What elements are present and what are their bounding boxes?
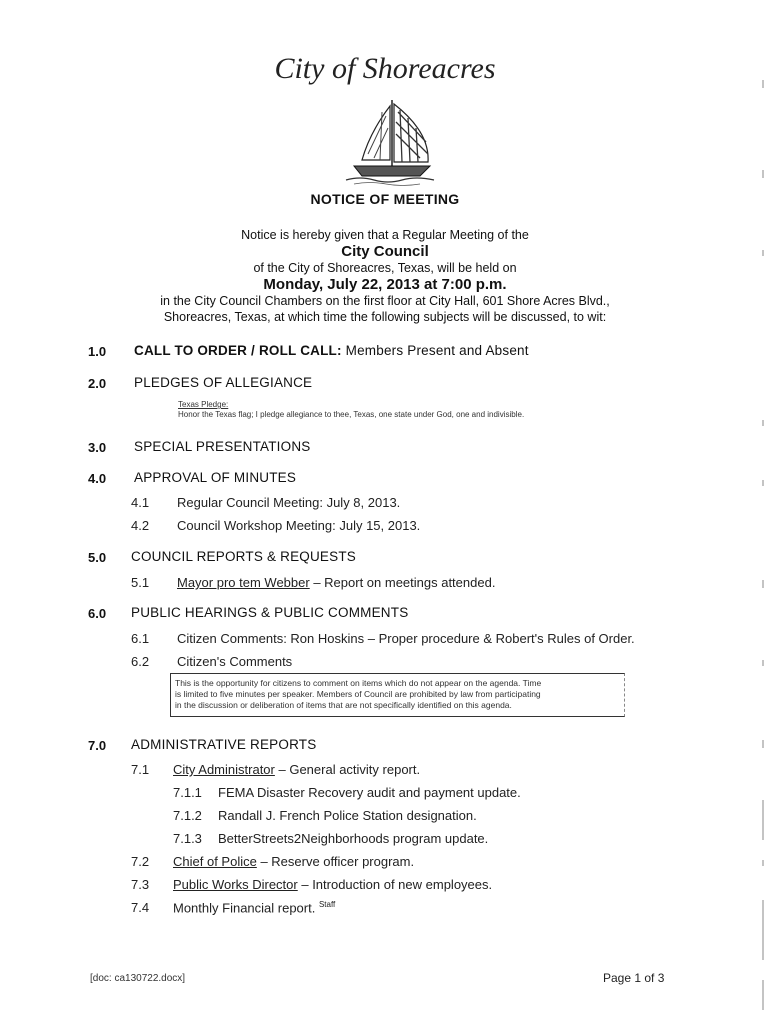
item-number: 7.1.3 <box>173 831 202 846</box>
item-role: City Administrator <box>173 762 275 777</box>
agenda-item <box>173 854 414 869</box>
page-number: Page 1 of 3 <box>603 971 665 985</box>
agenda-item <box>173 900 335 915</box>
section-title-council-reports: COUNCIL REPORTS & REQUESTS <box>131 549 356 564</box>
section-title-text: CALL TO ORDER / ROLL CALL: <box>134 343 342 358</box>
sailboat-logo-icon <box>340 92 440 187</box>
section-title-approval-of-minutes: APPROVAL OF MINUTES <box>134 470 297 485</box>
agenda-item: BetterStreets2Neighborhoods program update. <box>218 831 489 846</box>
agenda-item: Regular Council Meeting: July 8, 2013. <box>177 495 401 510</box>
section-number: 4.0 <box>88 471 107 486</box>
item-desc: Monthly Financial report. <box>173 900 316 916</box>
agenda-item: Randall J. French Police Station designation. <box>218 808 477 823</box>
note-line: This is the opportunity for citizens to comment on items which do not appear on the agenda. Time <box>175 678 542 688</box>
meeting-intro <box>0 227 770 325</box>
agenda-item: FEMA Disaster Recovery audit and payment update. <box>218 785 521 800</box>
intro-line-3: in the City Council Chambers on the first floor at City Hall, 601 Shore Acres Blvd., <box>160 294 610 308</box>
item-desc: – General activity report. <box>274 762 421 777</box>
item-number: 7.1.1 <box>173 785 202 800</box>
section-number: 3.0 <box>88 440 107 455</box>
staff-superscript: Staff <box>318 900 336 909</box>
section-number: 2.0 <box>88 376 107 391</box>
item-number: 6.2 <box>131 654 150 669</box>
intro-line-1: Notice is hereby given that a Regular Meeting of the <box>241 228 529 242</box>
item-number: 5.1 <box>131 575 150 590</box>
item-number: 6.1 <box>131 631 150 646</box>
item-number: 7.2 <box>131 854 150 869</box>
section-title-administrative-reports: ADMINISTRATIVE REPORTS <box>131 737 317 752</box>
note-line: is limited to five minutes per speaker. Members of Council are prohibited by law from participating <box>175 689 541 699</box>
city-title: City of Shoreacres <box>274 52 496 85</box>
item-role: Chief of Police <box>173 854 257 869</box>
item-number: 7.4 <box>131 900 150 915</box>
section-number: 7.0 <box>88 738 107 753</box>
section-number: 6.0 <box>88 606 107 621</box>
section-title-public-hearings: PUBLIC HEARINGS & PUBLIC COMMENTS <box>131 605 409 620</box>
intro-datetime: Monday, July 22, 2013 at 7:00 p.m. <box>263 276 507 293</box>
pledge-label-text: Texas Pledge: <box>178 400 229 409</box>
intro-line-4: Shoreacres, Texas, at which time the following subjects will be discussed, to wit: <box>163 310 607 324</box>
section-number: 1.0 <box>88 344 107 359</box>
item-number: 4.1 <box>131 495 150 510</box>
pledge-label <box>178 400 228 409</box>
agenda-item: Citizen's Comments <box>177 654 293 669</box>
agenda-item: Council Workshop Meeting: July 15, 2013. <box>177 518 421 533</box>
document-filename: [doc: ca130722.docx] <box>90 973 186 984</box>
item-number: 7.1.2 <box>173 808 202 823</box>
public-comment-note <box>170 673 625 717</box>
agenda-item <box>173 762 420 777</box>
agenda-item <box>173 877 492 892</box>
intro-body-name: City Council <box>341 243 429 260</box>
agenda-item: Citizen Comments: Ron Hoskins – Proper procedure & Robert's Rules of Order. <box>177 631 635 646</box>
section-number: 5.0 <box>88 550 107 565</box>
item-number: 4.2 <box>131 518 150 533</box>
item-desc: – Reserve officer program. <box>256 854 415 869</box>
item-number: 7.3 <box>131 877 150 892</box>
notice-of-meeting-heading: NOTICE OF MEETING <box>310 191 460 207</box>
item-number: 7.1 <box>131 762 150 777</box>
section-title-special-presentations: SPECIAL PRESENTATIONS <box>134 439 311 454</box>
item-desc: – Report on meetings attended. <box>309 575 496 590</box>
item-role: Public Works Director <box>173 877 298 892</box>
section-title-pledges: PLEDGES OF ALLEGIANCE <box>134 375 313 390</box>
item-role: Mayor pro tem Webber <box>177 575 310 590</box>
note-line: in the discussion or deliberation of items that are not specifically identified on this agenda. <box>175 700 512 710</box>
intro-line-2: of the City of Shoreacres, Texas, will be held on <box>253 261 517 275</box>
item-desc: – Introduction of new employees. <box>297 877 493 892</box>
section-title-call-to-order <box>134 343 529 358</box>
section-title-rest: Members Present and Absent <box>341 343 529 358</box>
pledge-text: Honor the Texas flag; I pledge allegiance to thee, Texas, one state under God, one and indivisible. <box>178 410 525 419</box>
scan-edge-marks <box>760 60 766 1020</box>
agenda-item <box>177 575 495 590</box>
